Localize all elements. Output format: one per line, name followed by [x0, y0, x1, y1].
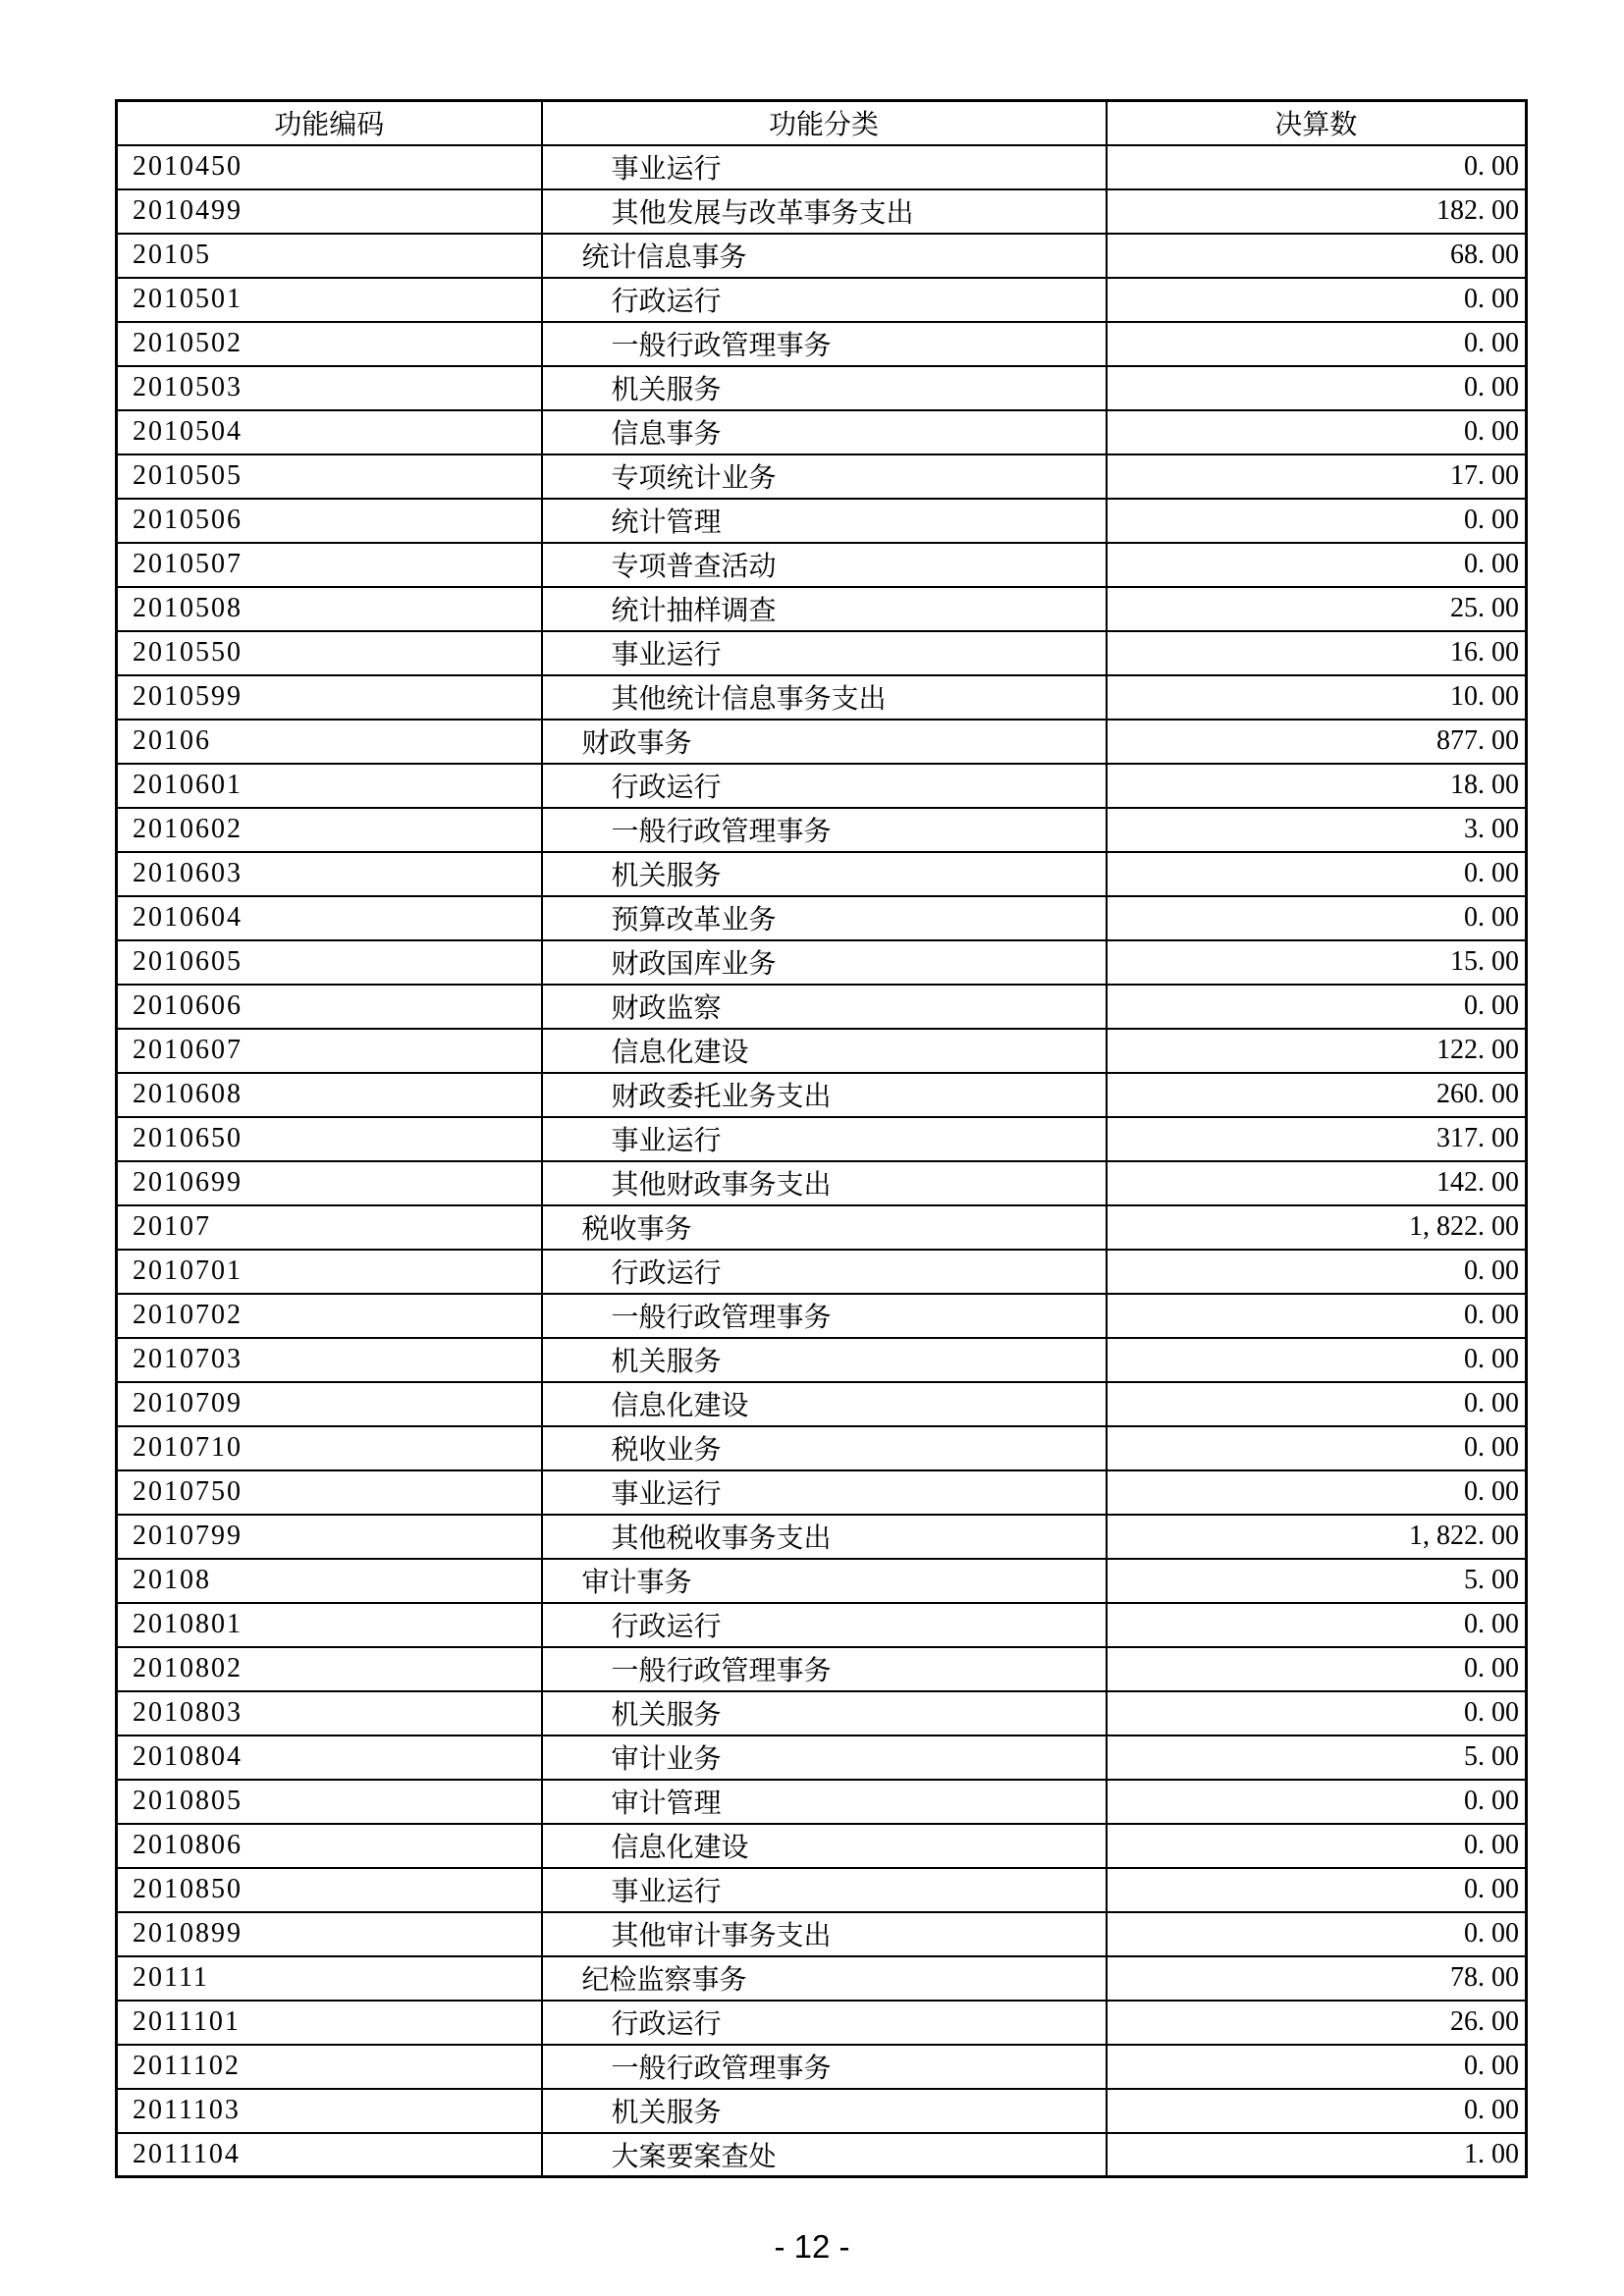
- final-account-amount-cell: 0. 00: [1107, 1647, 1527, 1691]
- table-row: [117, 985, 1527, 1029]
- final-account-amount-cell: 5. 00: [1107, 1735, 1527, 1780]
- table-row: [117, 1868, 1527, 1912]
- table-row: [117, 1912, 1527, 1956]
- function-code-cell: 2010550: [117, 631, 542, 675]
- table-row: [117, 366, 1527, 410]
- table-row: [117, 1956, 1527, 2001]
- table-row: [117, 587, 1527, 631]
- function-code-cell: 2010508: [117, 587, 542, 631]
- function-code-cell: 2010503: [117, 366, 542, 410]
- function-category-cell: 其他审计事务支出: [542, 1912, 1107, 1956]
- function-category-cell: 机关服务: [542, 1338, 1107, 1382]
- function-code-cell: 2010605: [117, 940, 542, 985]
- function-category-cell: 财政国库业务: [542, 940, 1107, 985]
- table-row: [117, 1470, 1527, 1515]
- function-code-cell: 2010803: [117, 1691, 542, 1735]
- table-row: [117, 1515, 1527, 1559]
- table-row: [117, 499, 1527, 543]
- function-code-cell: 2010608: [117, 1073, 542, 1117]
- function-category-cell: 大案要案查处: [542, 2133, 1107, 2177]
- table-row: [117, 1338, 1527, 1382]
- function-code-cell: 2011104: [117, 2133, 542, 2177]
- function-code-cell: 2010501: [117, 278, 542, 322]
- function-category-cell: 信息事务: [542, 410, 1107, 454]
- function-category-cell: 审计管理: [542, 1780, 1107, 1824]
- function-code-cell: 2010701: [117, 1250, 542, 1294]
- final-account-amount-cell: 25. 00: [1107, 587, 1527, 631]
- function-code-cell: 2010802: [117, 1647, 542, 1691]
- header-final-account-amount: 决算数: [1107, 101, 1527, 145]
- function-code-cell: 2010850: [117, 1868, 542, 1912]
- function-code-cell: 2010650: [117, 1117, 542, 1161]
- final-account-amount-cell: 1. 00: [1107, 2133, 1527, 2177]
- final-account-amount-cell: 0. 00: [1107, 1382, 1527, 1426]
- function-category-cell: 专项普查活动: [542, 543, 1107, 587]
- function-code-cell: 20107: [117, 1205, 542, 1250]
- function-category-cell: 税收事务: [542, 1205, 1107, 1250]
- final-account-amount-cell: 0. 00: [1107, 543, 1527, 587]
- function-code-cell: 2010499: [117, 189, 542, 234]
- function-category-cell: 事业运行: [542, 631, 1107, 675]
- function-code-cell: 2010602: [117, 808, 542, 852]
- table-row: [117, 896, 1527, 940]
- function-code-cell: 2010804: [117, 1735, 542, 1780]
- final-account-amount-cell: 0. 00: [1107, 1294, 1527, 1338]
- function-category-cell: 机关服务: [542, 1691, 1107, 1735]
- function-code-cell: 2010506: [117, 499, 542, 543]
- function-category-cell: 信息化建设: [542, 1382, 1107, 1426]
- final-account-amount-cell: 0. 00: [1107, 985, 1527, 1029]
- function-code-cell: 2010604: [117, 896, 542, 940]
- function-code-cell: 2010799: [117, 1515, 542, 1559]
- function-code-cell: 2010702: [117, 1294, 542, 1338]
- final-account-amount-cell: 26. 00: [1107, 2001, 1527, 2045]
- page-number: - 12 -: [774, 2228, 850, 2265]
- function-category-cell: 事业运行: [542, 1470, 1107, 1515]
- header-function-category: 功能分类: [542, 101, 1107, 145]
- budget-table: [115, 99, 1528, 2178]
- final-account-amount-cell: 260. 00: [1107, 1073, 1527, 1117]
- function-code-cell: 2010899: [117, 1912, 542, 1956]
- function-code-cell: 2010805: [117, 1780, 542, 1824]
- function-category-cell: 行政运行: [542, 278, 1107, 322]
- function-category-cell: 审计事务: [542, 1559, 1107, 1603]
- table-row: [117, 1426, 1527, 1470]
- final-account-amount-cell: 16. 00: [1107, 631, 1527, 675]
- final-account-amount-cell: 0. 00: [1107, 852, 1527, 896]
- table-row: [117, 1117, 1527, 1161]
- final-account-amount-cell: 317. 00: [1107, 1117, 1527, 1161]
- table-row: [117, 1029, 1527, 1073]
- function-code-cell: 20105: [117, 234, 542, 278]
- table-row: [117, 808, 1527, 852]
- final-account-amount-cell: 0. 00: [1107, 896, 1527, 940]
- final-account-amount-cell: 78. 00: [1107, 1956, 1527, 2001]
- table-row: [117, 1382, 1527, 1426]
- function-category-cell: 统计信息事务: [542, 234, 1107, 278]
- final-account-amount-cell: 15. 00: [1107, 940, 1527, 985]
- function-code-cell: 2010504: [117, 410, 542, 454]
- function-code-cell: 2010601: [117, 764, 542, 808]
- function-category-cell: 信息化建设: [542, 1029, 1107, 1073]
- function-category-cell: 机关服务: [542, 366, 1107, 410]
- final-account-amount-cell: 0. 00: [1107, 1868, 1527, 1912]
- final-account-amount-cell: 10. 00: [1107, 675, 1527, 720]
- function-code-cell: 20106: [117, 720, 542, 764]
- table-row: [117, 1205, 1527, 1250]
- table-row: [117, 189, 1527, 234]
- table-row: [117, 454, 1527, 499]
- table-row: [117, 2133, 1527, 2177]
- final-account-amount-cell: 5. 00: [1107, 1559, 1527, 1603]
- table-row: [117, 764, 1527, 808]
- function-code-cell: 2010750: [117, 1470, 542, 1515]
- function-category-cell: 行政运行: [542, 2001, 1107, 2045]
- final-account-amount-cell: 17. 00: [1107, 454, 1527, 499]
- final-account-amount-cell: 0. 00: [1107, 1470, 1527, 1515]
- function-category-cell: 专项统计业务: [542, 454, 1107, 499]
- table-row: [117, 1250, 1527, 1294]
- final-account-amount-cell: 0. 00: [1107, 2089, 1527, 2133]
- function-code-cell: 2010505: [117, 454, 542, 499]
- table-row: [117, 940, 1527, 985]
- function-code-cell: 2010710: [117, 1426, 542, 1470]
- table-row: [117, 278, 1527, 322]
- table-row: [117, 322, 1527, 366]
- function-code-cell: 2010450: [117, 145, 542, 189]
- function-category-cell: 行政运行: [542, 1250, 1107, 1294]
- function-code-cell: 2010709: [117, 1382, 542, 1426]
- function-category-cell: 机关服务: [542, 852, 1107, 896]
- final-account-amount-cell: 0. 00: [1107, 1780, 1527, 1824]
- final-account-amount-cell: 68. 00: [1107, 234, 1527, 278]
- function-code-cell: 2011102: [117, 2045, 542, 2089]
- function-category-cell: 一般行政管理事务: [542, 322, 1107, 366]
- final-account-amount-cell: 0. 00: [1107, 410, 1527, 454]
- function-category-cell: 其他发展与改革事务支出: [542, 189, 1107, 234]
- final-account-amount-cell: 3. 00: [1107, 808, 1527, 852]
- function-code-cell: 2010699: [117, 1161, 542, 1205]
- final-account-amount-cell: 0. 00: [1107, 278, 1527, 322]
- table-row: [117, 2045, 1527, 2089]
- function-category-cell: 行政运行: [542, 764, 1107, 808]
- function-category-cell: 一般行政管理事务: [542, 808, 1107, 852]
- function-code-cell: 2011103: [117, 2089, 542, 2133]
- function-category-cell: 统计抽样调查: [542, 587, 1107, 631]
- table-row: [117, 2089, 1527, 2133]
- function-category-cell: 其他统计信息事务支出: [542, 675, 1107, 720]
- table-row: [117, 631, 1527, 675]
- function-category-cell: 财政事务: [542, 720, 1107, 764]
- table-row: [117, 1161, 1527, 1205]
- table-row: [117, 1559, 1527, 1603]
- function-category-cell: 其他财政事务支出: [542, 1161, 1107, 1205]
- final-account-amount-cell: 182. 00: [1107, 189, 1527, 234]
- table-row: [117, 234, 1527, 278]
- final-account-amount-cell: 0. 00: [1107, 1338, 1527, 1382]
- final-account-amount-cell: 1, 822. 00: [1107, 1205, 1527, 1250]
- final-account-amount-cell: 0. 00: [1107, 1250, 1527, 1294]
- function-category-cell: 一般行政管理事务: [542, 2045, 1107, 2089]
- function-category-cell: 事业运行: [542, 1117, 1107, 1161]
- function-code-cell: 2010502: [117, 322, 542, 366]
- function-category-cell: 预算改革业务: [542, 896, 1107, 940]
- function-code-cell: 2010606: [117, 985, 542, 1029]
- function-category-cell: 财政委托业务支出: [542, 1073, 1107, 1117]
- table-row: [117, 1073, 1527, 1117]
- function-category-cell: 纪检监察事务: [542, 1956, 1107, 2001]
- final-account-amount-cell: 0. 00: [1107, 322, 1527, 366]
- table-row: [117, 410, 1527, 454]
- function-category-cell: 事业运行: [542, 1868, 1107, 1912]
- function-category-cell: 事业运行: [542, 145, 1107, 189]
- header-function-code: 功能编码: [117, 101, 542, 145]
- function-code-cell: 2010507: [117, 543, 542, 587]
- final-account-amount-cell: 0. 00: [1107, 1426, 1527, 1470]
- function-category-cell: 其他税收事务支出: [542, 1515, 1107, 1559]
- function-category-cell: 税收业务: [542, 1426, 1107, 1470]
- function-code-cell: 2010607: [117, 1029, 542, 1073]
- function-code-cell: 2010703: [117, 1338, 542, 1382]
- function-category-cell: 财政监察: [542, 985, 1107, 1029]
- function-category-cell: 审计业务: [542, 1735, 1107, 1780]
- table-row: [117, 1780, 1527, 1824]
- final-account-amount-cell: 0. 00: [1107, 499, 1527, 543]
- final-account-amount-cell: 1, 822. 00: [1107, 1515, 1527, 1559]
- table-row: [117, 1603, 1527, 1647]
- table-row: [117, 720, 1527, 764]
- final-account-amount-cell: 0. 00: [1107, 2045, 1527, 2089]
- final-account-amount-cell: 0. 00: [1107, 1603, 1527, 1647]
- function-category-cell: 一般行政管理事务: [542, 1647, 1107, 1691]
- function-code-cell: 2010603: [117, 852, 542, 896]
- final-account-amount-cell: 0. 00: [1107, 366, 1527, 410]
- table-row: [117, 1647, 1527, 1691]
- function-category-cell: 行政运行: [542, 1603, 1107, 1647]
- final-account-amount-cell: 0. 00: [1107, 1912, 1527, 1956]
- table-row: [117, 1691, 1527, 1735]
- table-row: [117, 2001, 1527, 2045]
- function-code-cell: 2010599: [117, 675, 542, 720]
- table-row: [117, 543, 1527, 587]
- function-code-cell: 2010801: [117, 1603, 542, 1647]
- table-row: [117, 1735, 1527, 1780]
- function-category-cell: 信息化建设: [542, 1824, 1107, 1868]
- final-account-amount-cell: 18. 00: [1107, 764, 1527, 808]
- final-account-amount-cell: 122. 00: [1107, 1029, 1527, 1073]
- table-row: [117, 1294, 1527, 1338]
- table-row: [117, 145, 1527, 189]
- function-code-cell: 20111: [117, 1956, 542, 2001]
- function-category-cell: 一般行政管理事务: [542, 1294, 1107, 1338]
- table-header-row: [117, 101, 1527, 145]
- table-row: [117, 1824, 1527, 1868]
- function-code-cell: 2011101: [117, 2001, 542, 2045]
- final-account-amount-cell: 142. 00: [1107, 1161, 1527, 1205]
- table-row: [117, 852, 1527, 896]
- function-code-cell: 2010806: [117, 1824, 542, 1868]
- final-account-amount-cell: 0. 00: [1107, 1824, 1527, 1868]
- final-account-amount-cell: 877. 00: [1107, 720, 1527, 764]
- final-account-amount-cell: 0. 00: [1107, 145, 1527, 189]
- function-category-cell: 机关服务: [542, 2089, 1107, 2133]
- function-category-cell: 统计管理: [542, 499, 1107, 543]
- function-code-cell: 20108: [117, 1559, 542, 1603]
- final-account-amount-cell: 0. 00: [1107, 1691, 1527, 1735]
- table-row: [117, 675, 1527, 720]
